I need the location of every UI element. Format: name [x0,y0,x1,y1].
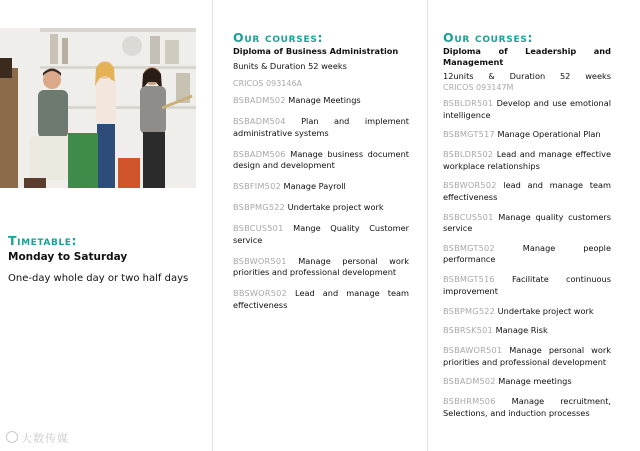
watermark-logo-icon [6,431,18,443]
unit-name: Undertake project work [287,202,384,212]
unit-code: BSBMGT517 [443,129,495,140]
unit-name: Undertake project work [497,305,594,316]
unit-item [443,149,611,172]
unit-code: BSBRSK501 [443,325,493,336]
unit-item [443,98,611,121]
unit-name: Manage Risk [495,325,548,336]
watermark [6,430,69,446]
unit-code: BSBADM502 [233,95,286,105]
units-duration: 8units & Duration 52 weeks [233,61,347,71]
course-column-leadership [443,30,611,428]
unit-item [233,202,409,214]
unit-code: BSBADM506 [233,148,286,159]
unit-name: Manage personal work priorities and professional development [233,255,409,277]
unit-code: BSBLDR501 [443,98,494,108]
unit-item [233,95,409,107]
unit-item [443,243,611,266]
unit-item [443,129,611,141]
unit-item [443,345,611,368]
timetable-note: One-day whole day or two half days [8,273,189,284]
unit-code: BSBPMG522 [443,305,496,316]
unit-code: BSBPMG522 [233,202,286,212]
unit-code: BSBADM504 [233,116,286,126]
unit-name: Plan and implement administrative systems [233,116,409,138]
unit-name: Manage recruitment, Selections, and induction processes [443,396,612,418]
unit-code: BSBLDR502 [443,149,494,160]
unit-name: Manage Payroll [283,181,346,191]
unit-name: Facilitate continuous improvement [443,274,612,296]
unit-name: Lead and manage effective workplace relationships [443,149,611,171]
unit-list [233,95,409,311]
watermark-text: 大数传媒 [21,432,69,445]
unit-item [443,212,611,235]
unit-code: BSBWOR501 [233,255,287,266]
unit-name: Manage meetings [498,376,572,387]
unit-item [233,149,409,172]
cricos-code: CRICOS 093146A [233,79,303,88]
unit-item [233,256,409,279]
column-divider-left [212,0,213,451]
unit-name: Develop and use emotional intelligence [443,98,611,120]
unit-item [443,274,611,297]
unit-list [443,98,611,419]
unit-code: BSBAWOR501 [443,345,503,356]
unit-name: Manage business document design and development [233,148,409,170]
unit-name: Manage people performance [443,242,611,265]
unit-code: BSBWOR502 [443,180,497,191]
unit-code: BSBMGT502 [443,242,495,253]
courses-heading: Our courses: [233,30,324,45]
unit-item [443,325,611,337]
unit-code: BSBFIM502 [233,181,281,191]
column-divider-right [427,0,428,451]
unit-name: Manage Operational Plan [497,129,601,140]
unit-item [233,288,409,311]
unit-item [443,376,611,388]
unit-item [233,223,409,246]
unit-code: BSBADM502 [443,376,496,387]
unit-name: Lead and manage team effectiveness [233,288,409,310]
timetable-days: Monday to Saturday [8,251,128,263]
unit-name: lead and manage team effectiveness [443,180,611,202]
course-name: Diploma of Business Administration [233,46,399,56]
unit-item [233,181,409,193]
unit-item [443,396,611,419]
cricos-code: CRICOS 093147M [443,83,514,92]
photo-panel [0,28,196,188]
unit-name: Mange Quality Customer service [233,223,409,245]
unit-name: Manage personal work priorities and professional development [443,345,611,367]
unit-code: BSBCUS501 [443,211,494,222]
unit-item [443,180,611,203]
unit-code: BSBHRM506 [443,396,496,407]
course-column-business [233,30,409,321]
unit-code: BSBMGT516 [443,274,495,285]
timetable-heading: Timetable: [8,233,78,248]
unit-code: BBSWOR502 [233,288,287,298]
office-team-photo [0,28,196,188]
unit-name: Manage Meetings [288,95,361,105]
unit-name: Manage quality customers service [443,211,611,234]
unit-item [233,116,409,139]
units-duration: 12units & Duration 52 weeks [443,71,611,81]
unit-code: BSBCUS501 [233,223,284,233]
course-name: Diploma of Leadership and Management [443,46,611,67]
unit-item [443,306,611,318]
courses-heading: Our courses: [443,30,534,45]
